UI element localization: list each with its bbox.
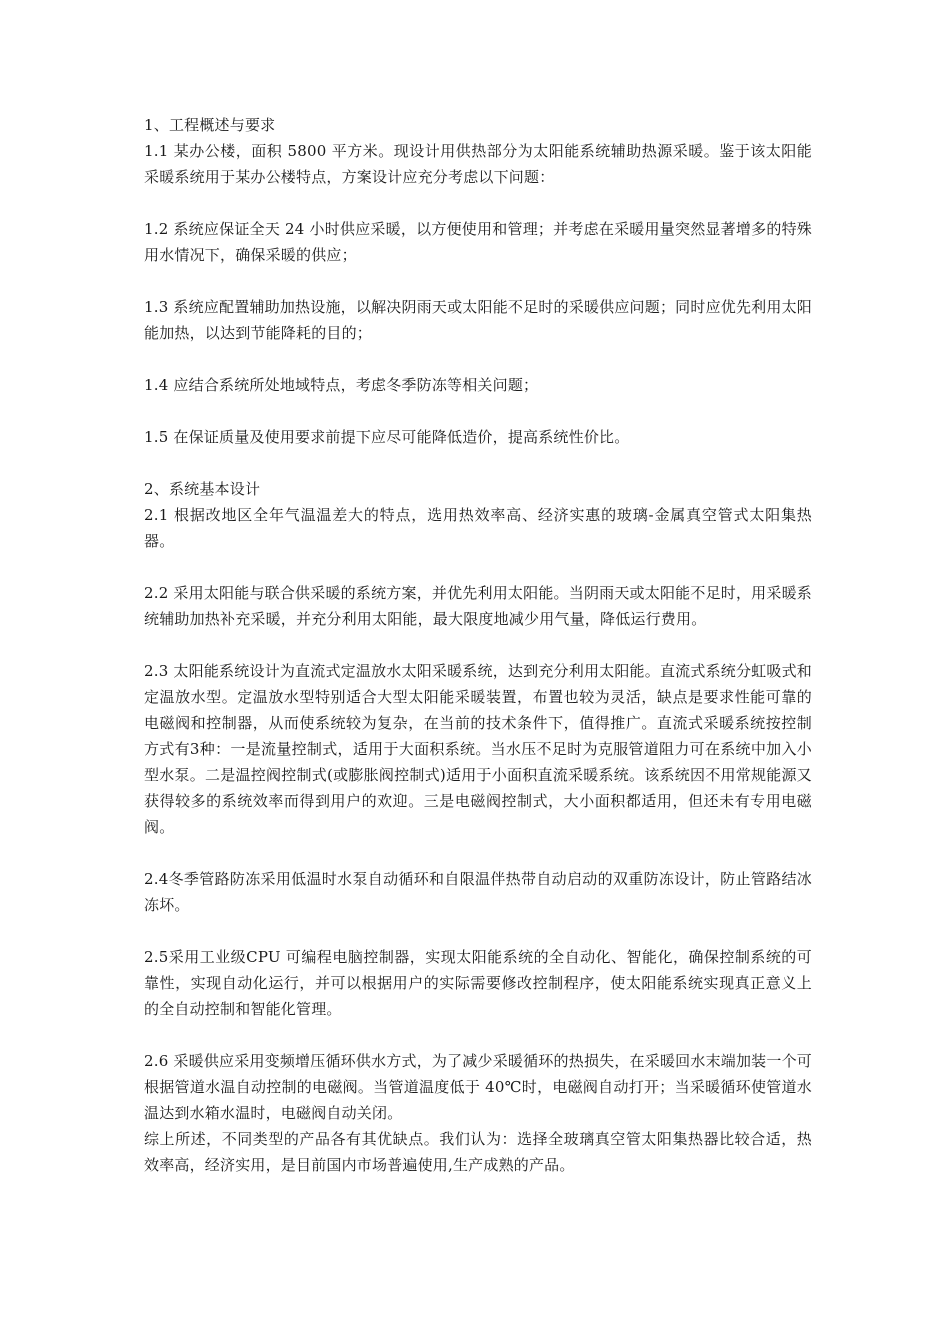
paragraph: 2.6 采暖供应采用变频增压循环供水方式，为了减少采暖循环的热损失，在采暖回水末端加装一个可根据管道水温自动控制的电磁阀。当管道温度低于 40℃时，电磁阀自动打开；当采暖循环使管道水温达到水箱水温时，电磁阀自动关闭。 (144, 1052, 812, 1122)
paragraph-spacer (144, 398, 812, 424)
paragraph-spacer (144, 1022, 812, 1048)
paragraph-spacer (144, 918, 812, 944)
section-heading: 1、工程概述与要求 (144, 116, 276, 134)
paragraph: 2.3 太阳能系统设计为直流式定温放水太阳采暖系统，达到充分利用太阳能。直流式系统分虹吸式和定温放水型。定温放水型特别适合大型太阳能采暖装置，布置也较为灵活，缺点是要求性能可靠的电磁阀和控制器，从而使系统较为复杂，在当前的技术条件下，值得推广。直流式采暖系统按控制方式有3种：一是流量控制式，适用于大面积系统。当水压不足时为克服管道阻力可在系统中加入小型水泵。二是温控阀控制式(或膨胀阀控制式)适用于小面积直流采暖系统。该系统因不用常规能源又获得较多的系统效率而得到用户的欢迎。三是电磁阀控制式，大小面积都适用，但还未有专用电磁阀。 (144, 662, 812, 836)
paragraph-spacer (144, 840, 812, 866)
paragraph-spacer (144, 268, 812, 294)
paragraph-spacer (144, 190, 812, 216)
paragraph: 2.4冬季管路防冻采用低温时水泵自动循环和自限温伴热带自动启动的双重防冻设计，防止管路结冰冻坏。 (144, 870, 812, 914)
paragraph: 1.1 某办公楼，面积 5800 平方米。现设计用供热部分为太阳能系统辅助热源采暖。鉴于该太阳能采暖系统用于某办公楼特点，方案设计应充分考虑以下问题： (144, 142, 812, 186)
paragraph-spacer (144, 450, 812, 476)
paragraph: 2.2 采用太阳能与联合供采暖的系统方案，并优先利用太阳能。当阴雨天或太阳能不足时，用采暖系统辅助加热补充采暖，并充分利用太阳能，最大限度地减少用气量，降低运行费用。 (144, 584, 812, 628)
paragraph: 1.2 系统应保证全天 24 小时供应采暖，以方便使用和管理；并考虑在采暖用量突然显著增多的特殊用水情况下，确保采暖的供应； (144, 220, 812, 264)
paragraph-spacer (144, 346, 812, 372)
paragraph: 2.5采用工业级CPU 可编程电脑控制器，实现太阳能系统的全自动化、智能化，确保控制系统的可靠性，实现自动化运行，并可以根据用户的实际需要修改控制程序，使太阳能系统实现真正意义上的全自动控制和智能化管理。 (144, 948, 812, 1018)
paragraph: 2.1 根据改地区全年气温温差大的特点，选用热效率高、经济实惠的玻璃-金属真空管式太阳集热器。 (144, 506, 812, 550)
paragraph: 综上所述，不同类型的产品各有其优缺点。我们认为：选择全玻璃真空管太阳集热器比较合适，热效率高，经济实用，是目前国内市场普遍使用,生产成熟的产品。 (144, 1130, 812, 1174)
document-body (144, 112, 812, 1178)
paragraph: 1.3 系统应配置辅助加热设施，以解决阴雨天或太阳能不足时的采暖供应问题；同时应优先利用太阳能加热，以达到节能降耗的目的； (144, 298, 812, 342)
section-heading: 2、系统基本设计 (144, 480, 261, 498)
paragraph: 1.4 应结合系统所处地域特点，考虑冬季防冻等相关问题； (144, 376, 539, 394)
paragraph-spacer (144, 632, 812, 658)
paragraph-spacer (144, 554, 812, 580)
paragraph: 1.5 在保证质量及使用要求前提下应尽可能降低造价，提高系统性价比。 (144, 428, 630, 446)
